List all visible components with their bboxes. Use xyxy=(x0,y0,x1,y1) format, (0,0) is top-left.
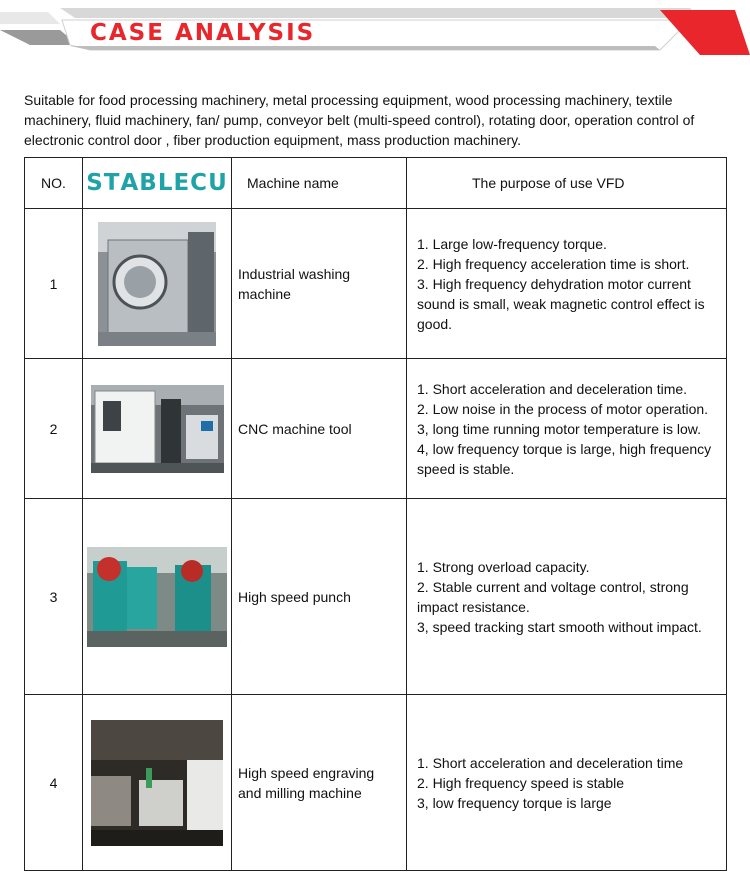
machine-image-cell xyxy=(83,209,232,359)
stablecu-logo: SΤABLECU xyxy=(86,170,228,196)
purpose-line: 2. Low noise in the process of motor operation. xyxy=(417,400,709,417)
purpose-line: 1. Short acceleration and deceleration time. xyxy=(417,380,688,397)
purpose-cell xyxy=(407,499,727,695)
machine-name: Industrial washing machine xyxy=(232,209,407,359)
row-number: 1 xyxy=(25,209,83,359)
machine-image-cell xyxy=(83,359,232,499)
header-purpose: The purpose of use VFD xyxy=(407,158,727,209)
purpose-line: 4, low frequency torque is large, high frequency speed is stable. xyxy=(417,440,712,477)
machine-name: High speed punch xyxy=(232,499,407,695)
machine-image-cell xyxy=(83,695,232,871)
header-logo xyxy=(83,158,232,209)
purpose-line: 1. Large low-frequency torque. xyxy=(417,235,607,252)
purpose-line: 3, low frequency torque is large xyxy=(417,794,612,811)
cnc-machine-tool-photo xyxy=(91,385,224,473)
table-row xyxy=(25,499,727,695)
purpose-cell xyxy=(407,359,727,499)
header-no: NO. xyxy=(25,158,83,209)
table-header-row xyxy=(25,158,727,209)
table-row xyxy=(25,695,727,871)
purpose-line: 3. High frequency dehydration motor current sound is small, weak magnetic control effect is good. xyxy=(417,275,705,332)
table-row xyxy=(25,209,727,359)
row-number: 4 xyxy=(25,695,83,871)
purpose-line: 2. Stable current and voltage control, strong impact resistance. xyxy=(417,578,689,615)
purpose-line: 1. Short acceleration and deceleration time xyxy=(417,754,684,771)
machine-name: CNC machine tool xyxy=(232,359,407,499)
row-number: 2 xyxy=(25,359,83,499)
intro-paragraph: Suitable for food processing machinery, metal processing equipment, wood processing machinery, textile machinery, fluid machinery, fan/ pump, conveyor belt (multi-speed control), rotating door, operation control of electronic control door , fiber production equipment, mass production machinery. xyxy=(24,92,695,148)
industrial-washing-machine-photo xyxy=(98,222,216,346)
page-title: CASE ANALYSIS xyxy=(90,20,316,46)
purpose-line: 2. High frequency speed is stable xyxy=(417,774,625,791)
purpose-line: 3, speed tracking start smooth without impact. xyxy=(417,618,702,635)
purpose-cell xyxy=(407,695,727,871)
engraving-milling-machine-photo xyxy=(91,720,223,846)
row-number: 3 xyxy=(25,499,83,695)
purpose-line: 3, long time running motor temperature is low. xyxy=(417,420,702,437)
case-analysis-banner xyxy=(0,0,750,70)
header-machine-name: Machine name xyxy=(232,158,407,209)
high-speed-punch-photo xyxy=(87,547,227,647)
purpose-line: 1. Strong overload capacity. xyxy=(417,558,590,575)
purpose-line: 2. High frequency acceleration time is short. xyxy=(417,255,690,272)
case-table xyxy=(24,157,727,871)
machine-name: High speed engraving and milling machine xyxy=(232,695,407,871)
purpose-cell xyxy=(407,209,727,359)
machine-image-cell xyxy=(83,499,232,695)
table-row xyxy=(25,359,727,499)
